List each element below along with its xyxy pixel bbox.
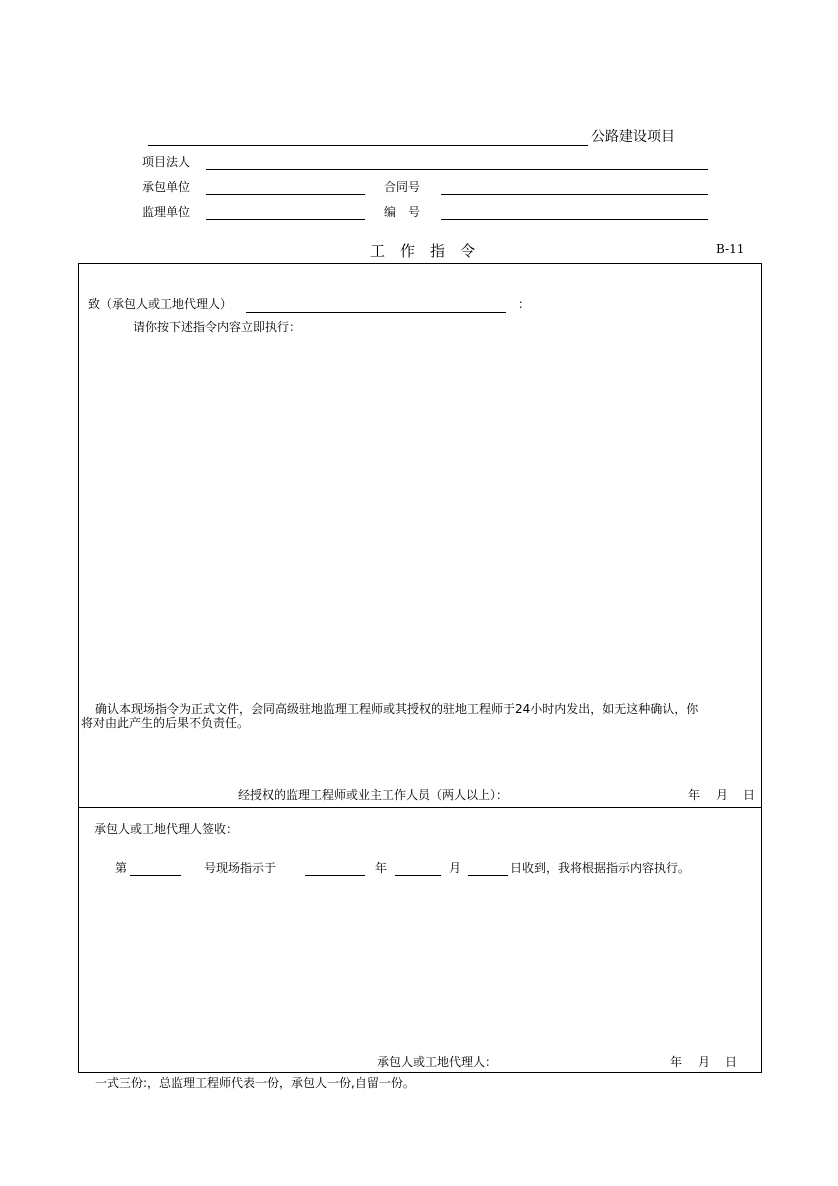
legal-person-line[interactable]	[206, 169, 708, 170]
copies-note: 一式三份:，总监理工程师代表一份，承包人一份,自留一份。	[95, 1076, 415, 1090]
instruction-date-day: 日	[743, 788, 756, 802]
instruction-date-year: 年	[688, 788, 701, 802]
instruction-date-month: 月	[716, 788, 729, 802]
recipient-label: 致（承包人或工地代理人）	[88, 297, 233, 311]
instruction-content-area[interactable]	[90, 340, 750, 680]
project-name-line[interactable]	[148, 145, 588, 146]
project-suffix: 公路建设项目	[591, 129, 675, 145]
recipient-colon: ：	[518, 297, 531, 311]
receipt-month-label: 月	[449, 861, 462, 875]
confirm-text-line1: 确认本现场指令为正式文件，会同高级驻地监理工程师或其授权的驻地工程师于24小时内发出，如无这种确认，你	[95, 702, 699, 716]
receipt-date-month: 月	[698, 1055, 711, 1069]
contract-no-label: 合同号	[384, 180, 421, 194]
receipt-no-line[interactable]	[130, 875, 181, 876]
legal-person-label: 项目法人	[142, 155, 191, 169]
recipient-line[interactable]	[246, 312, 506, 313]
confirm-text-line2: 将对由此产生的后果不负责任。	[81, 716, 250, 730]
contract-no-line[interactable]	[441, 194, 708, 195]
contractor-signer-label: 承包人或工地代理人：	[377, 1055, 498, 1069]
serial-no-label: 编 号	[384, 205, 421, 219]
section-divider	[78, 807, 762, 808]
receipt-heading: 承包人或工地代理人签收：	[94, 822, 239, 836]
receipt-year-line[interactable]	[305, 875, 365, 876]
receipt-month-line[interactable]	[395, 875, 441, 876]
receipt-date-day: 日	[725, 1055, 738, 1069]
receipt-day-text: 日收到，我将根据指示内容执行。	[510, 861, 691, 875]
receipt-day-line[interactable]	[468, 875, 508, 876]
contractor-unit-label: 承包单位	[142, 180, 191, 194]
instruction-intro: 请你按下述指令内容立即执行：	[133, 320, 302, 334]
receipt-no-prefix: 第	[115, 861, 128, 875]
contractor-unit-line[interactable]	[206, 194, 365, 195]
supervision-unit-line[interactable]	[206, 219, 365, 220]
receipt-date-year: 年	[670, 1055, 683, 1069]
receipt-no-suffix: 号现场指示于	[204, 861, 277, 875]
form-code: B-11	[716, 242, 745, 256]
receipt-year-label: 年	[375, 861, 388, 875]
form-title: 工 作 指 令	[370, 242, 476, 260]
engineer-signer-label: 经授权的监理工程师或业主工作人员（两人以上）：	[238, 788, 509, 802]
supervision-unit-label: 监理单位	[142, 205, 191, 219]
serial-no-line[interactable]	[441, 219, 708, 220]
